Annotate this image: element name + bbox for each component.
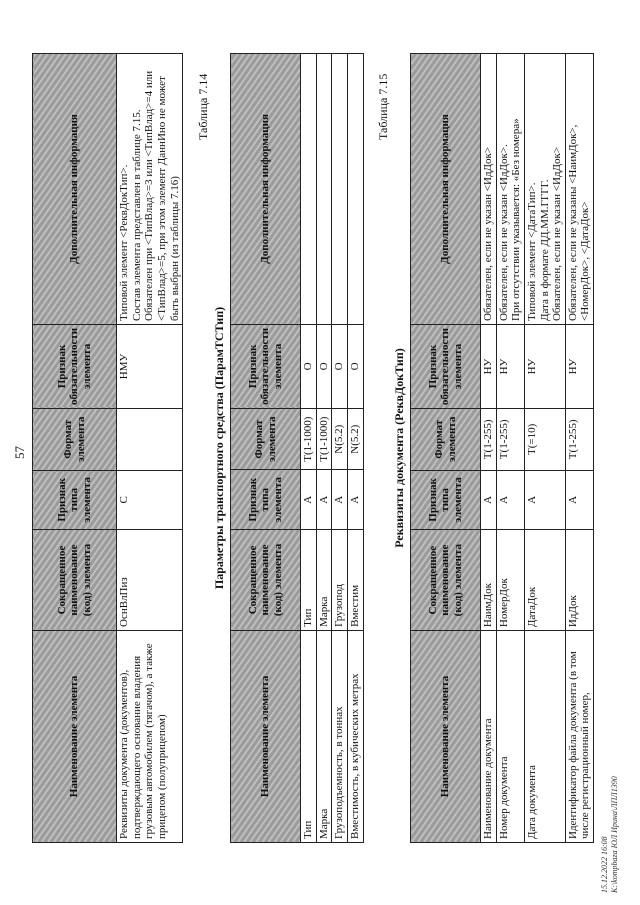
info-line: Типовой элемент <ДатаТип>. [525,182,538,322]
element-code: ИдДок [565,530,593,631]
element-type: А [332,470,348,530]
info-line: Обязателен, если не указан <ИдДок> [482,146,494,322]
table-row [301,54,317,843]
element-format: T(=10) [524,409,565,471]
table-title: Параметры транспортного средства (ПарамТСТип) [212,306,226,590]
element-required: О [301,324,317,408]
header-cell: Формат элемента [411,409,481,471]
element-info [481,54,497,325]
element-name: Наименование документа [481,631,497,843]
element-type: А [524,470,565,530]
element-format: N(5.2) [347,408,363,470]
document-details-table [410,53,594,843]
element-code: Вместим [347,530,363,631]
header-cell: Сокращенное наименование (код) элемента [33,530,117,631]
table-caption: Таблица 7.15 [376,73,390,140]
header-cell: Сокращенное наименование (код) элемента [411,530,481,631]
table-row [347,54,363,843]
header-cell: Признак типа элемента [231,470,301,530]
table-row [524,54,565,843]
element-required: НУ [481,325,497,409]
element-info [332,54,348,325]
element-info [316,54,332,325]
print-footer [600,776,619,893]
vehicle-params-table [230,53,364,843]
element-type: А [301,470,317,530]
table-title: Реквизиты документа (РеквДокТип) [392,348,406,548]
info-line: <НомерДок>, <ДатаДок> [579,201,592,322]
info-line: Обязателен, если не указан <ИдДок>. [497,144,510,322]
header-cell: Признак обязательности элемента [33,324,117,408]
element-type: А [316,470,332,530]
info-line: При отсутствии указывается: «Без номера» [510,118,523,322]
page-number: 57 [12,446,27,459]
element-name: Дата документа [524,631,565,843]
element-format: T(1-1000) [301,408,317,470]
table-row [481,54,497,843]
element-info [524,54,565,325]
header-cell: Наименование элемента [411,631,481,843]
header-cell: Формат элемента [231,408,301,470]
element-code: ДатаДок [524,530,565,631]
element-name: Марка [316,630,332,842]
element-name: Грузоподъемность, в тоннах [332,630,348,842]
element-format [117,408,183,470]
element-type: А [565,470,593,530]
element-type: А [347,470,363,530]
header-cell: Дополнительная информация [231,54,301,325]
element-format: T(1-1000) [316,408,332,470]
header-cell: Дополнительная информация [33,54,117,325]
element-info [347,54,363,325]
element-required: НУ [524,325,565,409]
table-row [565,54,593,843]
header-cell: Наименование элемента [231,630,301,842]
element-format: T(1-255) [565,409,593,471]
element-code: Тип [301,530,317,631]
element-code: ОснВлПиз [117,530,183,631]
element-code: Марка [316,530,332,631]
info-line: Обязателен, если не указаны <НаимДок>, [566,124,579,322]
element-name: Вместимость, в кубических метрах [347,630,363,842]
header-cell: Признак типа элемента [33,470,117,530]
element-info [301,54,317,325]
header-cell: Наименование элемента [33,630,117,842]
element-type: С [117,470,183,530]
header-cell: Признак типа элемента [411,470,481,530]
header-cell: Признак обязательности элемента [231,324,301,408]
continuation-table [32,53,183,843]
table-header-row [411,54,481,843]
element-name: Реквизиты документа (документов), подтверждающего основание владения грузовым автомобилем (тягачом), а также прицепом (полуприцепом) [117,630,183,842]
element-name: Номер документа [496,631,524,843]
element-format: N(5.2) [332,408,348,470]
element-info [117,54,183,325]
table-row [316,54,332,843]
element-type: А [496,470,524,530]
element-required: НУ [565,325,593,409]
element-type: А [481,470,497,530]
info-line: Обязателен при <ТипВлад>=3 или <ТипВлад>=4 или <ТипВлад>=5, при этом элемент ДаннИно не может быть выбран (из таблицы 7.16) [143,70,181,321]
element-required: О [332,324,348,408]
element-code: НаимДок [481,530,497,631]
element-name: Тип [301,630,317,842]
element-info [565,54,593,325]
element-required: О [316,324,332,408]
table-row [496,54,524,843]
table-header-row [231,54,301,843]
element-code: Грузопод [332,530,348,631]
element-required: НУ [496,325,524,409]
info-line: Дата в формате ДД.ММ.ГГГГ. [538,179,551,322]
info-line: Состав элемента представлен в таблице 7.15. [130,109,143,321]
table-row [117,54,183,843]
header-cell: Признак обязательности элемента [411,325,481,409]
header-cell: Дополнительная информация [411,54,481,325]
element-format: T(1-255) [496,409,524,471]
table-caption: Таблица 7.14 [196,73,210,140]
footer-path: К:\kompbaza ЮЛ Ирина\ЛПЛ1390 [609,776,619,893]
table-row [332,54,348,843]
info-line: Типовой элемент <РеквДокТип>. [118,164,130,321]
table-header-row [33,54,117,843]
footer-date: 15.12.2022 16:08 [600,836,609,893]
info-line: Обязателен, если не указан <ИдДок> [551,146,564,322]
header-cell: Формат элемента [33,408,117,470]
element-code: НомерДок [496,530,524,631]
element-format: T(1-255) [481,409,497,471]
element-required: НМУ [117,324,183,408]
element-name: Идентификатор файла документа (в том числе регистрационный номер, [565,631,593,843]
header-cell: Сокращенное наименование (код) элемента [231,530,301,631]
element-required: О [347,324,363,408]
element-info [496,54,524,325]
